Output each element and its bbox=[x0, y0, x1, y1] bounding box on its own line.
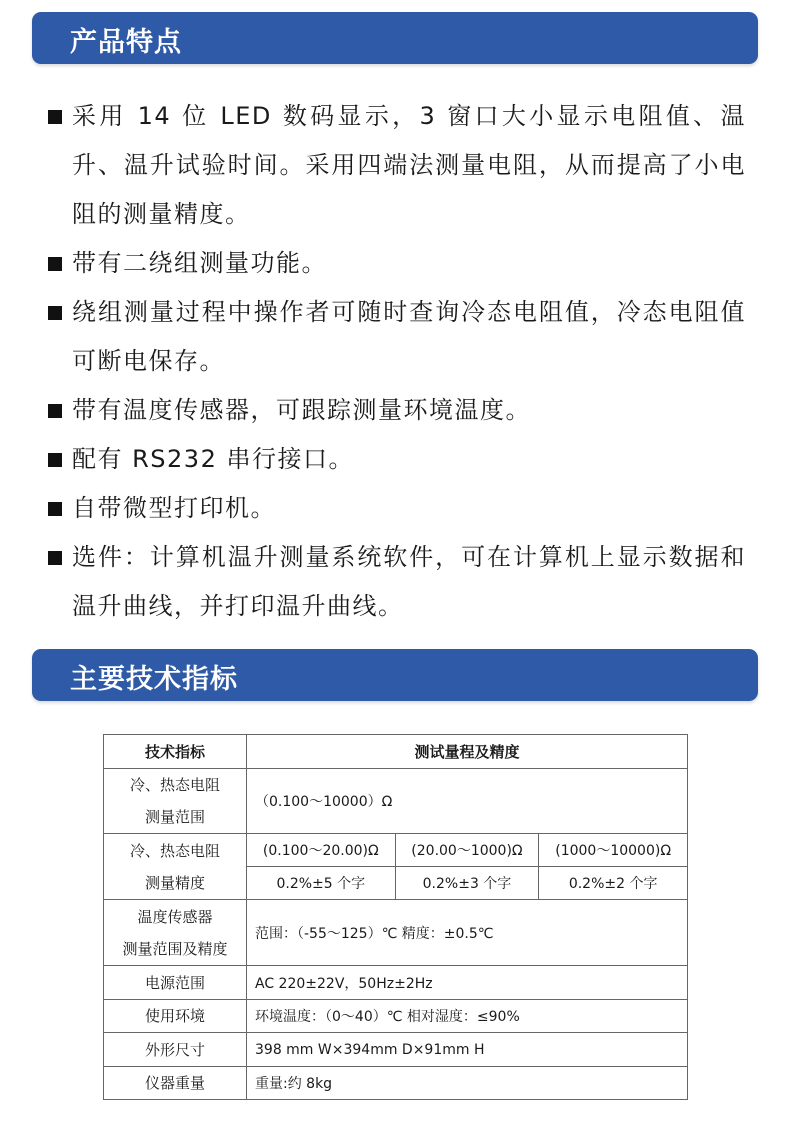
table-row bbox=[104, 1033, 688, 1067]
feature-text: 绕组测量过程中操作者可随时查询冷态电阻值，冷态电阻值可断电保存。 bbox=[72, 298, 746, 375]
accuracy-cell: 0.2%±2 个字 bbox=[539, 867, 688, 900]
row-value: 环境温度：（0～40）℃ 相对湿度：≤90% bbox=[247, 1000, 688, 1033]
feature-text: 带有温度传感器，可跟踪测量环境温度。 bbox=[72, 396, 531, 424]
table-row bbox=[104, 1000, 688, 1033]
table-row bbox=[104, 900, 688, 966]
table-row bbox=[104, 769, 688, 834]
column-header: 技术指标 bbox=[104, 735, 247, 769]
table-row bbox=[104, 1067, 688, 1100]
row-label: 外形尺寸 bbox=[104, 1033, 247, 1067]
feature-text: 采用 14 位 LED 数码显示，3 窗口大小显示电阻值、温升、温升试验时间。采用四端法测量电阻，从而提高了小电阻的测量精度。 bbox=[72, 102, 746, 228]
row-label: 温度传感器 测量范围及精度 bbox=[104, 900, 247, 966]
bullet-square-icon bbox=[48, 404, 62, 418]
row-value: （0.100～10000）Ω bbox=[247, 769, 688, 834]
section-header-features bbox=[32, 12, 758, 64]
section-title: 产品特点 bbox=[70, 27, 182, 58]
section-title: 主要技术指标 bbox=[70, 664, 238, 695]
list-item bbox=[46, 386, 746, 435]
row-label: 冷、热态电阻 测量范围 bbox=[104, 769, 247, 834]
bullet-square-icon bbox=[48, 502, 62, 516]
list-item bbox=[46, 239, 746, 288]
bullet-square-icon bbox=[48, 306, 62, 320]
list-item bbox=[46, 288, 746, 386]
feature-list bbox=[46, 92, 746, 631]
table-row bbox=[104, 834, 688, 867]
accuracy-cell: 0.2%±5 个字 bbox=[247, 867, 396, 900]
list-item bbox=[46, 435, 746, 484]
row-label: 电源范围 bbox=[104, 966, 247, 1000]
feature-text: 自带微型打印机。 bbox=[72, 494, 276, 522]
feature-text: 选件：计算机温升测量系统软件，可在计算机上显示数据和温升曲线，并打印温升曲线。 bbox=[72, 543, 746, 620]
table-header-row bbox=[104, 735, 688, 769]
row-label: 冷、热态电阻 测量精度 bbox=[104, 834, 247, 900]
row-value: 重量:约 8kg bbox=[247, 1067, 688, 1100]
bullet-square-icon bbox=[48, 551, 62, 565]
bullet-square-icon bbox=[48, 453, 62, 467]
list-item bbox=[46, 92, 746, 239]
row-value: 范围：（-55～125）℃ 精度：±0.5℃ bbox=[247, 900, 688, 966]
bullet-square-icon bbox=[48, 110, 62, 124]
row-value: AC 220±22V，50Hz±2Hz bbox=[247, 966, 688, 1000]
row-value: 398 mm W×394mm D×91mm H bbox=[247, 1033, 688, 1067]
column-header: 测试量程及精度 bbox=[247, 735, 688, 769]
table-row bbox=[104, 966, 688, 1000]
row-label: 使用环境 bbox=[104, 1000, 247, 1033]
list-item bbox=[46, 533, 746, 631]
spec-table bbox=[103, 734, 688, 1100]
accuracy-cell: 0.2%±3 个字 bbox=[395, 867, 539, 900]
range-cell: (20.00～1000)Ω bbox=[395, 834, 539, 867]
bullet-square-icon bbox=[48, 257, 62, 271]
list-item bbox=[46, 484, 746, 533]
feature-text: 配有 RS232 串行接口。 bbox=[72, 445, 354, 473]
range-cell: (1000～10000)Ω bbox=[539, 834, 688, 867]
section-header-specs bbox=[32, 649, 758, 701]
feature-text: 带有二绕组测量功能。 bbox=[72, 249, 327, 277]
range-cell: (0.100～20.00)Ω bbox=[247, 834, 396, 867]
row-label: 仪器重量 bbox=[104, 1067, 247, 1100]
